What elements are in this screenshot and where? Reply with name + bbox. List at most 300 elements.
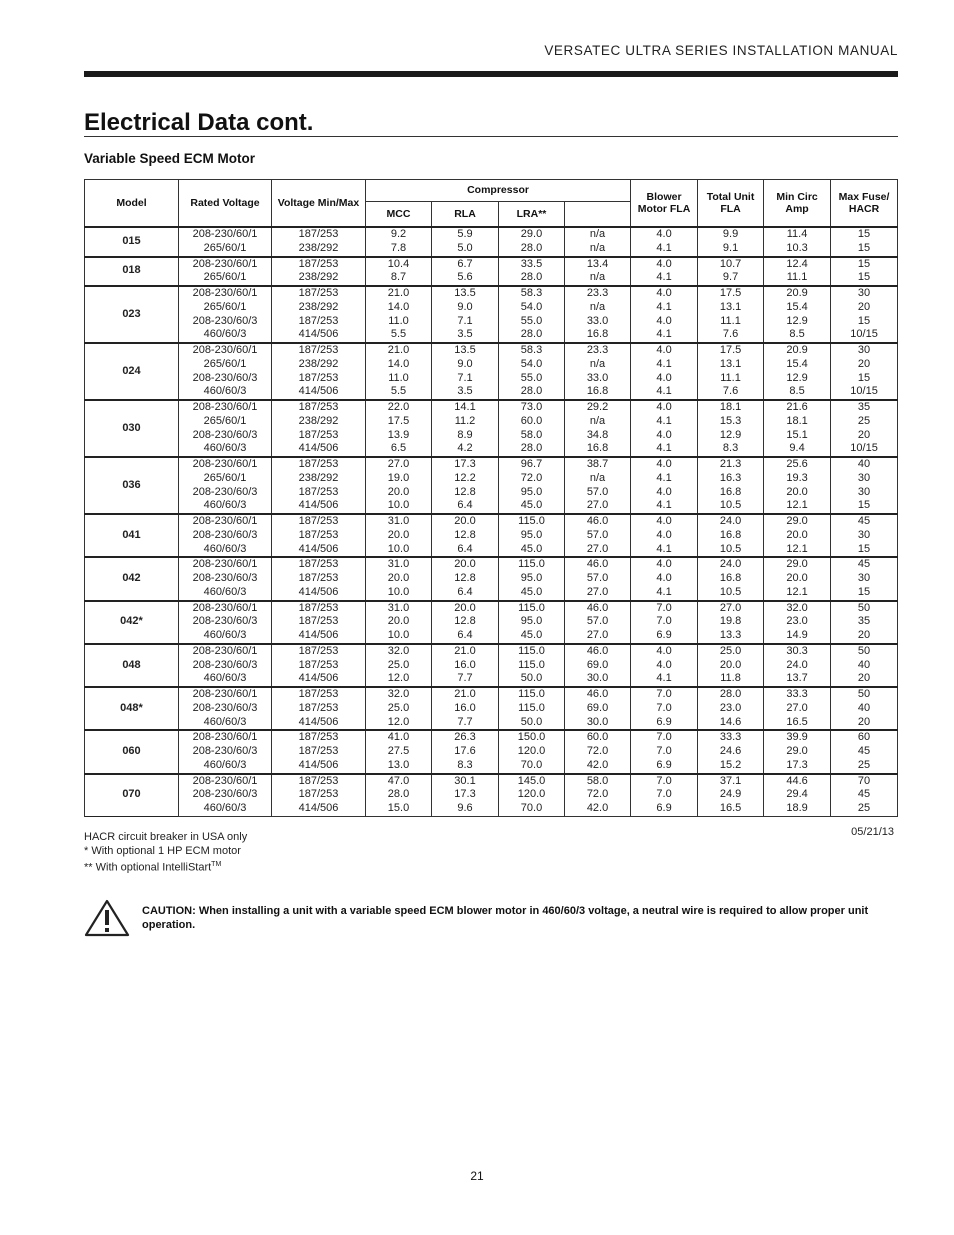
cell-rated-voltage: 208-230/60/1 [179,557,272,572]
table-row [85,400,898,415]
cell-max-fuse: 20 [831,429,898,443]
table-row [85,472,898,486]
cell-mcc: 21.0 [366,286,432,301]
cell-min-circ-amp: 11.4 [764,227,831,242]
cell-total-fla: 19.8 [698,615,764,629]
cell-total-fla: 13.1 [698,358,764,372]
cell-mcc: 20.0 [366,615,432,629]
cell-max-fuse: 45 [831,557,898,572]
cell-total-fla: 23.0 [698,702,764,716]
cell-lra: 29.0 [499,227,565,242]
cell-lra: 95.0 [499,615,565,629]
cell-lra-star: 27.0 [565,499,631,514]
cell-rated-voltage: 208-230/60/1 [179,457,272,472]
cell-lra: 28.0 [499,271,565,286]
cell-min-circ-amp: 23.0 [764,615,831,629]
header-total-fla: Total Unit FLA [698,180,764,228]
cell-blower-fla: 7.0 [631,745,698,759]
cell-rla: 5.6 [432,271,499,286]
cell-voltage-minmax: 187/253 [272,702,366,716]
cell-rla: 5.0 [432,242,499,257]
cell-max-fuse: 35 [831,400,898,415]
cell-rla: 4.2 [432,442,499,457]
cell-rated-voltage: 208-230/60/1 [179,601,272,616]
cell-min-circ-amp: 20.9 [764,286,831,301]
table-row [85,385,898,400]
cell-blower-fla: 4.1 [631,301,698,315]
cell-voltage-minmax: 414/506 [272,672,366,687]
cell-voltage-minmax: 238/292 [272,358,366,372]
cell-mcc: 13.9 [366,429,432,443]
cell-lra-star: 72.0 [565,788,631,802]
cell-mcc: 10.0 [366,629,432,644]
cell-rated-voltage: 460/60/3 [179,629,272,644]
cell-rla: 20.0 [432,514,499,529]
cell-mcc: 21.0 [366,343,432,358]
cell-voltage-minmax: 414/506 [272,442,366,457]
table-row [85,315,898,329]
cell-blower-fla: 4.0 [631,514,698,529]
section-subtitle: Variable Speed ECM Motor [84,151,256,166]
table-row [85,286,898,301]
cell-rla: 20.0 [432,601,499,616]
cell-voltage-minmax: 414/506 [272,802,366,816]
cell-lra: 45.0 [499,543,565,558]
cell-lra: 120.0 [499,745,565,759]
cell-rla: 12.8 [432,615,499,629]
cell-blower-fla: 4.0 [631,486,698,500]
cell-voltage-minmax: 414/506 [272,759,366,774]
cell-lra: 54.0 [499,301,565,315]
cell-total-fla: 9.9 [698,227,764,242]
cell-blower-fla: 6.9 [631,759,698,774]
model-cell: 048* [85,687,179,730]
table-row [85,745,898,759]
cell-min-circ-amp: 10.3 [764,242,831,257]
cell-mcc: 10.0 [366,586,432,601]
cell-lra: 96.7 [499,457,565,472]
cell-rated-voltage: 460/60/3 [179,543,272,558]
cell-min-circ-amp: 12.1 [764,543,831,558]
model-group [85,514,898,557]
cell-blower-fla: 4.1 [631,499,698,514]
electrical-data-table [84,179,898,817]
model-cell: 042* [85,601,179,644]
cell-max-fuse: 30 [831,486,898,500]
cell-mcc: 15.0 [366,802,432,816]
cell-total-fla: 10.7 [698,257,764,272]
cell-mcc: 11.0 [366,315,432,329]
cell-lra: 54.0 [499,358,565,372]
cell-mcc: 32.0 [366,644,432,659]
cell-blower-fla: 4.0 [631,659,698,673]
table-row [85,802,898,816]
cell-max-fuse: 35 [831,615,898,629]
cell-rated-voltage: 208-230/60/1 [179,774,272,789]
cell-rated-voltage: 208-230/60/3 [179,615,272,629]
cell-voltage-minmax: 187/253 [272,257,366,272]
cell-mcc: 10.4 [366,257,432,272]
cell-rated-voltage: 208-230/60/3 [179,659,272,673]
cell-total-fla: 8.3 [698,442,764,457]
cell-min-circ-amp: 15.4 [764,358,831,372]
cell-lra-star: 57.0 [565,615,631,629]
footnote-single-star: * With optional 1 HP ECM motor [84,844,241,857]
cell-lra-star: n/a [565,271,631,286]
table-row [85,543,898,558]
cell-rla: 16.0 [432,659,499,673]
cell-blower-fla: 4.0 [631,227,698,242]
cell-max-fuse: 50 [831,687,898,702]
cell-lra-star: n/a [565,301,631,315]
cell-mcc: 20.0 [366,572,432,586]
cell-lra-star: 38.7 [565,457,631,472]
cell-total-fla: 24.0 [698,557,764,572]
cell-max-fuse: 40 [831,659,898,673]
title-rule [84,136,898,137]
cell-max-fuse: 45 [831,745,898,759]
cell-rated-voltage: 460/60/3 [179,499,272,514]
cell-lra: 72.0 [499,472,565,486]
cell-min-circ-amp: 29.0 [764,557,831,572]
cell-voltage-minmax: 238/292 [272,415,366,429]
cell-max-fuse: 15 [831,543,898,558]
cell-rla: 12.8 [432,529,499,543]
cell-min-circ-amp: 20.0 [764,572,831,586]
cell-mcc: 41.0 [366,730,432,745]
cell-rla: 26.3 [432,730,499,745]
cell-voltage-minmax: 238/292 [272,301,366,315]
cell-min-circ-amp: 12.9 [764,315,831,329]
table-row [85,271,898,286]
cell-voltage-minmax: 238/292 [272,242,366,257]
cell-lra-star: 16.8 [565,442,631,457]
cell-rla: 13.5 [432,286,499,301]
cell-voltage-minmax: 187/253 [272,343,366,358]
cell-rla: 6.4 [432,586,499,601]
cell-lra-star: 46.0 [565,687,631,702]
cell-blower-fla: 4.1 [631,442,698,457]
table-row [85,227,898,242]
cell-lra-star: 34.8 [565,429,631,443]
cell-mcc: 27.0 [366,457,432,472]
cell-total-fla: 9.1 [698,242,764,257]
cell-blower-fla: 4.1 [631,385,698,400]
cell-total-fla: 13.3 [698,629,764,644]
cell-blower-fla: 4.1 [631,242,698,257]
cell-rla: 14.1 [432,400,499,415]
cell-min-circ-amp: 19.3 [764,472,831,486]
cell-max-fuse: 25 [831,415,898,429]
cell-rla: 7.7 [432,716,499,731]
table-row [85,372,898,386]
cell-lra: 115.0 [499,644,565,659]
cell-max-fuse: 20 [831,672,898,687]
table-row [85,759,898,774]
table-row [85,514,898,529]
cell-max-fuse: 40 [831,702,898,716]
cell-rla: 6.4 [432,499,499,514]
cell-voltage-minmax: 238/292 [272,472,366,486]
cell-blower-fla: 7.0 [631,774,698,789]
cell-voltage-minmax: 414/506 [272,385,366,400]
cell-blower-fla: 6.9 [631,716,698,731]
cell-rla: 12.8 [432,572,499,586]
cell-min-circ-amp: 12.1 [764,499,831,514]
cell-lra: 28.0 [499,242,565,257]
cell-blower-fla: 4.1 [631,415,698,429]
cell-rla: 6.4 [432,629,499,644]
cell-lra-star: 16.8 [565,385,631,400]
cell-rla: 17.3 [432,788,499,802]
cell-mcc: 31.0 [366,601,432,616]
header-mcc: MCC [366,202,432,228]
table-row [85,572,898,586]
cell-mcc: 10.0 [366,499,432,514]
cell-min-circ-amp: 25.6 [764,457,831,472]
cell-lra: 145.0 [499,774,565,789]
cell-min-circ-amp: 44.6 [764,774,831,789]
cell-max-fuse: 30 [831,472,898,486]
table-row [85,415,898,429]
cell-rated-voltage: 208-230/60/1 [179,227,272,242]
cell-rated-voltage: 208-230/60/1 [179,286,272,301]
cell-lra-star: n/a [565,415,631,429]
cell-voltage-minmax: 187/253 [272,615,366,629]
cell-total-fla: 16.8 [698,486,764,500]
cell-lra-star: 46.0 [565,644,631,659]
cell-rla: 7.1 [432,315,499,329]
table-row [85,644,898,659]
cell-voltage-minmax: 187/253 [272,687,366,702]
cell-blower-fla: 4.1 [631,543,698,558]
header-lra: LRA** [499,202,565,228]
cell-lra: 55.0 [499,315,565,329]
cell-lra: 95.0 [499,572,565,586]
cell-mcc: 20.0 [366,529,432,543]
cell-rla: 9.6 [432,802,499,816]
model-group [85,457,898,514]
cell-lra-star: 27.0 [565,543,631,558]
cell-total-fla: 21.3 [698,457,764,472]
revision-date: 05/21/13 [851,826,894,838]
cell-blower-fla: 7.0 [631,601,698,616]
cell-total-fla: 16.5 [698,802,764,816]
cell-blower-fla: 7.0 [631,687,698,702]
cell-max-fuse: 45 [831,788,898,802]
table-row [85,615,898,629]
cell-total-fla: 16.8 [698,529,764,543]
cell-total-fla: 17.5 [698,286,764,301]
cell-min-circ-amp: 21.6 [764,400,831,415]
cell-voltage-minmax: 187/253 [272,315,366,329]
cell-voltage-minmax: 187/253 [272,557,366,572]
cell-blower-fla: 4.1 [631,472,698,486]
cell-total-fla: 24.6 [698,745,764,759]
cell-total-fla: 24.9 [698,788,764,802]
cell-total-fla: 10.5 [698,499,764,514]
cell-total-fla: 7.6 [698,385,764,400]
footnote-double-star: ** With optional IntelliStart™ [84,861,222,874]
cell-mcc: 25.0 [366,702,432,716]
cell-max-fuse: 20 [831,301,898,315]
model-group [85,227,898,257]
table-row [85,257,898,272]
cell-lra: 95.0 [499,529,565,543]
model-group [85,557,898,600]
header-model: Model [85,180,179,228]
cell-min-circ-amp: 15.4 [764,301,831,315]
cell-voltage-minmax: 414/506 [272,543,366,558]
cell-min-circ-amp: 17.3 [764,759,831,774]
cell-rated-voltage: 208-230/60/3 [179,788,272,802]
model-group [85,601,898,644]
cell-lra: 120.0 [499,788,565,802]
cell-voltage-minmax: 414/506 [272,328,366,343]
table-row [85,301,898,315]
cell-blower-fla: 4.1 [631,358,698,372]
cell-lra-star: 27.0 [565,586,631,601]
cell-voltage-minmax: 187/253 [272,486,366,500]
cell-max-fuse: 25 [831,759,898,774]
cell-lra-star: n/a [565,358,631,372]
cell-blower-fla: 4.0 [631,457,698,472]
cell-lra-star: 57.0 [565,572,631,586]
cell-max-fuse: 60 [831,730,898,745]
cell-mcc: 47.0 [366,774,432,789]
cell-rla: 12.8 [432,486,499,500]
footnote-hacr: HACR circuit breaker in USA only [84,831,248,843]
model-group [85,343,898,400]
cell-lra-star: 46.0 [565,514,631,529]
cell-mcc: 32.0 [366,687,432,702]
cell-rla: 21.0 [432,687,499,702]
cell-rated-voltage: 208-230/60/1 [179,687,272,702]
cell-voltage-minmax: 414/506 [272,499,366,514]
cell-lra: 70.0 [499,759,565,774]
header-rated-voltage: Rated Voltage [179,180,272,228]
cell-voltage-minmax: 187/253 [272,774,366,789]
cell-max-fuse: 20 [831,629,898,644]
cell-rated-voltage: 208-230/60/3 [179,429,272,443]
cell-rated-voltage: 265/60/1 [179,472,272,486]
table-row [85,529,898,543]
model-cell: 015 [85,227,179,257]
cell-lra: 45.0 [499,499,565,514]
table-row [85,730,898,745]
cell-blower-fla: 4.0 [631,286,698,301]
cell-min-circ-amp: 18.1 [764,415,831,429]
cell-min-circ-amp: 15.1 [764,429,831,443]
cell-blower-fla: 4.0 [631,429,698,443]
cell-lra-star: 23.3 [565,286,631,301]
cell-rated-voltage: 208-230/60/1 [179,730,272,745]
cell-blower-fla: 4.1 [631,586,698,601]
cell-mcc: 27.5 [366,745,432,759]
cell-voltage-minmax: 187/253 [272,286,366,301]
cell-lra: 115.0 [499,687,565,702]
cell-total-fla: 10.5 [698,543,764,558]
cell-rla: 8.3 [432,759,499,774]
cell-lra-star: 46.0 [565,601,631,616]
cell-lra-star: 69.0 [565,702,631,716]
cell-total-fla: 27.0 [698,601,764,616]
model-cell: 023 [85,286,179,343]
cell-rated-voltage: 460/60/3 [179,328,272,343]
model-cell: 041 [85,514,179,557]
cell-min-circ-amp: 12.1 [764,586,831,601]
cell-lra-star: 60.0 [565,730,631,745]
cell-rla: 9.0 [432,358,499,372]
cell-mcc: 12.0 [366,672,432,687]
cell-blower-fla: 4.0 [631,400,698,415]
cell-min-circ-amp: 18.9 [764,802,831,816]
model-group [85,644,898,687]
cell-lra: 58.3 [499,286,565,301]
cell-max-fuse: 15 [831,315,898,329]
cell-mcc: 17.5 [366,415,432,429]
table-row [85,629,898,644]
cell-lra: 45.0 [499,586,565,601]
cell-lra-star: 13.4 [565,257,631,272]
cell-mcc: 20.0 [366,486,432,500]
cell-min-circ-amp: 12.4 [764,257,831,272]
cell-voltage-minmax: 187/253 [272,745,366,759]
cell-max-fuse: 50 [831,644,898,659]
cell-blower-fla: 4.0 [631,644,698,659]
table-row [85,457,898,472]
cell-lra-star: 46.0 [565,557,631,572]
table-row [85,702,898,716]
cell-total-fla: 24.0 [698,514,764,529]
header-rla: RLA [432,202,499,228]
model-cell: 060 [85,730,179,773]
cell-mcc: 12.0 [366,716,432,731]
cell-total-fla: 14.6 [698,716,764,731]
cell-voltage-minmax: 187/253 [272,529,366,543]
cell-blower-fla: 4.0 [631,372,698,386]
cell-max-fuse: 10/15 [831,385,898,400]
cell-rla: 12.2 [432,472,499,486]
model-cell: 048 [85,644,179,687]
cell-total-fla: 16.3 [698,472,764,486]
cell-rla: 20.0 [432,557,499,572]
cell-total-fla: 28.0 [698,687,764,702]
cell-lra-star: 58.0 [565,774,631,789]
table-row [85,429,898,443]
cell-rated-voltage: 208-230/60/3 [179,702,272,716]
cell-mcc: 31.0 [366,557,432,572]
model-cell: 042 [85,557,179,600]
cell-lra: 50.0 [499,716,565,731]
model-cell: 024 [85,343,179,400]
cell-voltage-minmax: 187/253 [272,372,366,386]
cell-total-fla: 10.5 [698,586,764,601]
cell-lra: 115.0 [499,601,565,616]
header-voltage-minmax: Voltage Min/Max [272,180,366,228]
cell-min-circ-amp: 9.4 [764,442,831,457]
cell-blower-fla: 7.0 [631,702,698,716]
cell-mcc: 22.0 [366,400,432,415]
cell-blower-fla: 6.9 [631,629,698,644]
cell-lra-star: n/a [565,227,631,242]
cell-blower-fla: 4.0 [631,343,698,358]
cell-rla: 7.7 [432,672,499,687]
cell-mcc: 5.5 [366,385,432,400]
cell-max-fuse: 45 [831,514,898,529]
cell-total-fla: 12.9 [698,429,764,443]
cell-lra: 95.0 [499,486,565,500]
